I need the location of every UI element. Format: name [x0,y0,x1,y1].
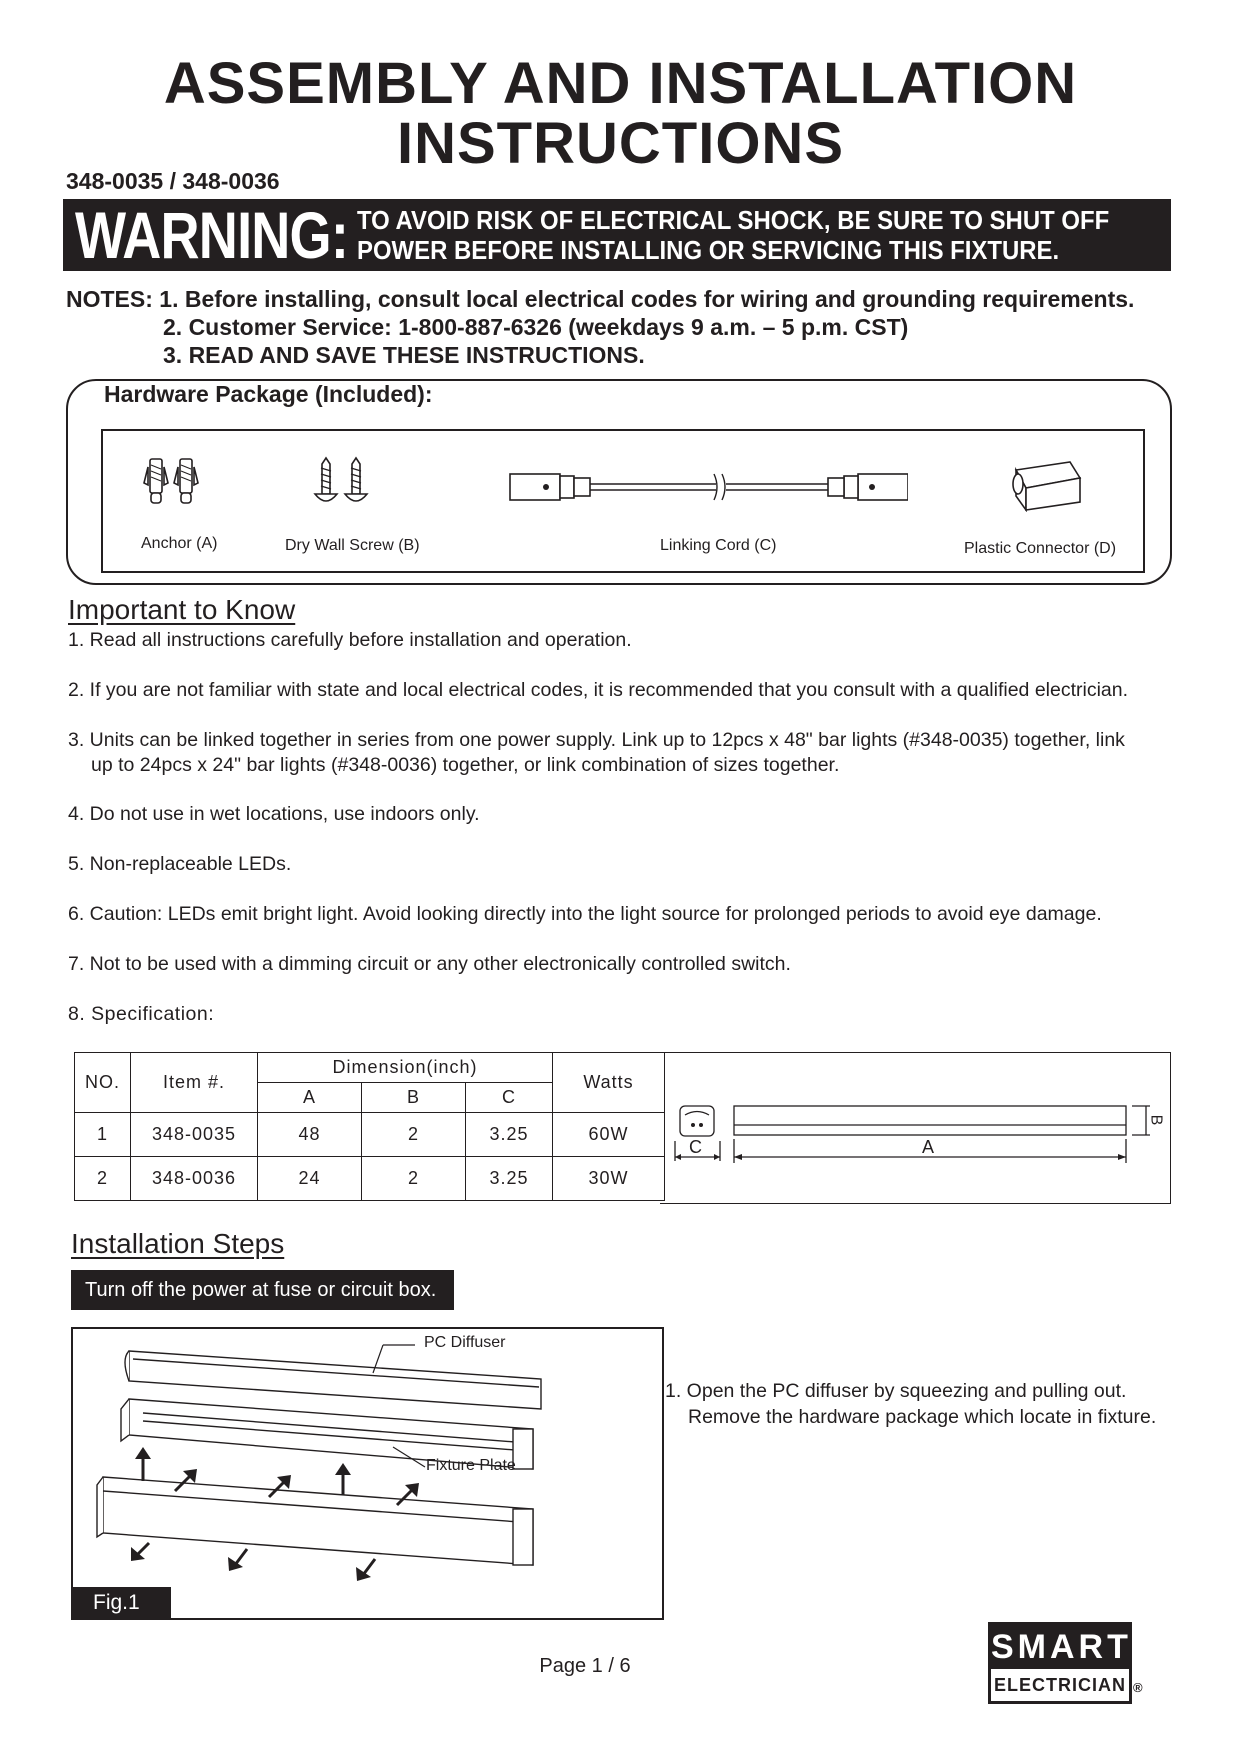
warning-banner [63,199,1171,271]
table-row [75,1113,665,1157]
anchor-label: Anchor (A) [141,535,218,552]
spec-cell: 24 [258,1157,362,1201]
warning-line2: POWER BEFORE INSTALLING OR SERVICING THIS FIXTURE. [357,235,1060,265]
note-1: NOTES: 1. Before installing, consult local electrical codes for wiring and grounding requirements. [66,286,1135,312]
fixture-exploded-illustration [73,1329,662,1618]
spec-cell: 60W [553,1113,665,1157]
hardware-package-title: Hardware Package (Included): [100,381,437,408]
spec-header-dimension: Dimension(inch) [258,1053,553,1083]
dimension-label-c: C [689,1137,702,1157]
screw-icon [310,456,372,508]
spec-cell: 2 [362,1157,466,1201]
dimension-label-b: B [1147,1114,1165,1126]
model-numbers: 348-0035 / 348-0036 [66,168,280,194]
spec-header-no: NO. [75,1053,131,1113]
spec-cell: 30W [553,1157,665,1201]
important-item-5: 5. Non-replaceable LEDs. [68,853,292,875]
important-item-1: 1. Read all instructions carefully before installation and operation. [68,629,632,651]
power-off-banner: Turn off the power at fuse or circuit box. [71,1270,454,1310]
figure-label: Fig.1 [71,1587,171,1618]
spec-cell: 3.25 [466,1157,553,1201]
screw-label: Dry Wall Screw (B) [285,537,420,554]
important-item-4: 4. Do not use in wet locations, use indoors only. [68,803,480,825]
connector-label: Plastic Connector (D) [964,540,1117,557]
dimension-label-a: A [922,1137,935,1157]
notes [66,285,1134,369]
warning-line1: TO AVOID RISK OF ELECTRICAL SHOCK, BE SURE TO SHUT OFF [357,205,1110,235]
note-2: 2. Customer Service: 1-800-887-6326 (weekdays 9 a.m. – 5 p.m. CST) [163,314,909,340]
linking-cord-icon [508,464,908,510]
installation-heading: Installation Steps [71,1228,285,1259]
connector-icon [1004,460,1090,512]
linking-cord-label: Linking Cord (C) [660,537,777,554]
spec-header-c: C [466,1083,553,1113]
step-1-text [665,1378,1156,1430]
logo-bottom-text: ELECTRICIAN [994,1675,1126,1695]
callout-pc-diffuser: PC Diffuser [424,1334,506,1351]
brand-logo [988,1622,1132,1704]
important-item-7: 7. Not to be used with a dimming circuit or any other electronically controlled switch. [68,953,791,975]
note-3: 3. READ AND SAVE THESE INSTRUCTIONS. [163,342,645,368]
figure-1 [71,1327,664,1620]
step-1-line2: Remove the hardware package which locate in fixture. [688,1406,1157,1428]
anchor-icon [142,455,204,513]
registered-mark: ® [1133,1680,1143,1695]
important-item-2: 2. If you are not familiar with state and local electrical codes, it is recommended that you consult with a qualified electrician. [68,679,1129,701]
spec-cell: 348-0035 [131,1113,258,1157]
warning-text [357,205,1109,265]
callout-fixture-plate: Fixture Plate [426,1457,516,1474]
spec-cell: 48 [258,1113,362,1157]
dimension-diagram [660,1052,1171,1204]
spec-header-b: B [362,1083,466,1113]
logo-top-text: SMART [991,1625,1129,1669]
page-title-line1: ASSEMBLY AND INSTALLATION [163,51,1078,116]
spec-table [74,1052,665,1201]
table-row [75,1157,665,1201]
spec-header-item: Item #. [131,1053,258,1113]
page-title-line2: INSTRUCTIONS [397,111,844,176]
spec-header-watts: Watts [553,1053,665,1113]
spec-cell: 3.25 [466,1113,553,1157]
spec-header-a: A [258,1083,362,1113]
spec-cell: 1 [75,1113,131,1157]
page-number: Page 1 / 6 [539,1655,631,1677]
spec-cell: 2 [362,1113,466,1157]
important-item-8: 8. Specification: [68,1003,215,1025]
important-item-6: 6. Caution: LEDs emit bright light. Avoid looking directly into the light source for prolonged periods to avoid eye damage. [68,903,1102,925]
spec-cell: 348-0036 [131,1157,258,1201]
warning-label: WARNING: [75,198,349,272]
step-1-line1: 1. Open the PC diffuser by squeezing and pulling out. [665,1380,1127,1402]
spec-cell: 2 [75,1157,131,1201]
important-heading: Important to Know [68,594,296,625]
important-item-3-cont: up to 24pcs x 24" bar lights (#348-0036) together, or link combination of sizes together. [91,754,840,776]
important-item-3: 3. Units can be linked together in series from one power supply. Link up to 12pcs x 48" bar lights (#348-0035) together, link [68,729,1125,751]
